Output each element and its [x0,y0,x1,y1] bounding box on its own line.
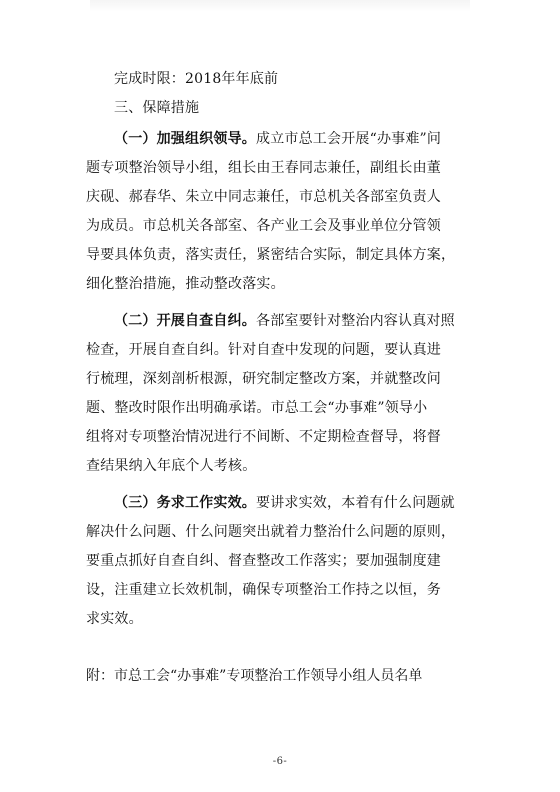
section-two-line-1: 各部室要针对整治内容认真对照 [256,313,455,329]
deadline-line: 完成时限：2018年年底前 [114,71,279,87]
attachment-note: 附：市总工会“办事难”专项整治工作领导小组人员名单 [86,668,423,684]
section-two-line-6: 查结果纳入年底个人考核。 [86,458,257,474]
section-one-line-1: 成立市总工会开展“办事难”问 [256,131,442,147]
section-two-line-2: 检查，开展自查自纠。针对自查中发现的问题，要认真进 [86,342,441,358]
section-two-title [114,308,455,335]
section-three-line-1: 要讲求实效，本着有什么问题就 [256,495,455,511]
section-one-line-4: 为成员。市总机关各部室、各产业工会及事业单位分管领 [86,218,441,234]
section-two-heading: （二）开展自查自纠。 [114,313,256,329]
section-three-line-5: 求实效。 [86,611,143,627]
section-three-heading: （三）务求工作实效。 [114,495,256,511]
section-three-line-4: 设，注重建立长效机制，确保专项整治工作持之以恒，务 [86,582,441,598]
section-three-line-3: 要重点抓好自查自纠、督查整改工作落实；要加强制度建 [86,553,441,569]
section-three-title [114,490,455,517]
section-two-line-5: 组将对专项整治情况进行不间断、不定期检查督导，将督 [86,429,441,445]
section-one-line-5: 导要具体负责，落实责任，紧密结合实际，制定具体方案， [86,247,456,263]
section-two-line-3: 行梳理，深刻剖析根源，研究制定整改方案，并就整改问 [86,371,441,387]
section-one-heading: （一）加强组织领导。 [114,131,256,147]
top-scan-residue [90,0,470,12]
section-two-line-4: 题、整改时限作出明确承诺。市总工会“办事难”领导小 [86,400,428,416]
section-heading: 三、保障措施 [114,100,200,116]
section-one-title [114,126,441,153]
page-number: -6- [272,756,288,767]
section-three-line-2: 解决什么问题、什么问题突出就着力整治什么问题的原则， [86,524,456,540]
section-one-line-2: 题专项整治领导小组，组长由王春同志兼任，副组长由董 [86,160,441,176]
section-one-line-6: 细化整治措施，推动整改落实。 [86,276,285,292]
section-one-line-3: 庆砚、郝春华、朱立中同志兼任，市总机关各部室负责人 [86,189,441,205]
